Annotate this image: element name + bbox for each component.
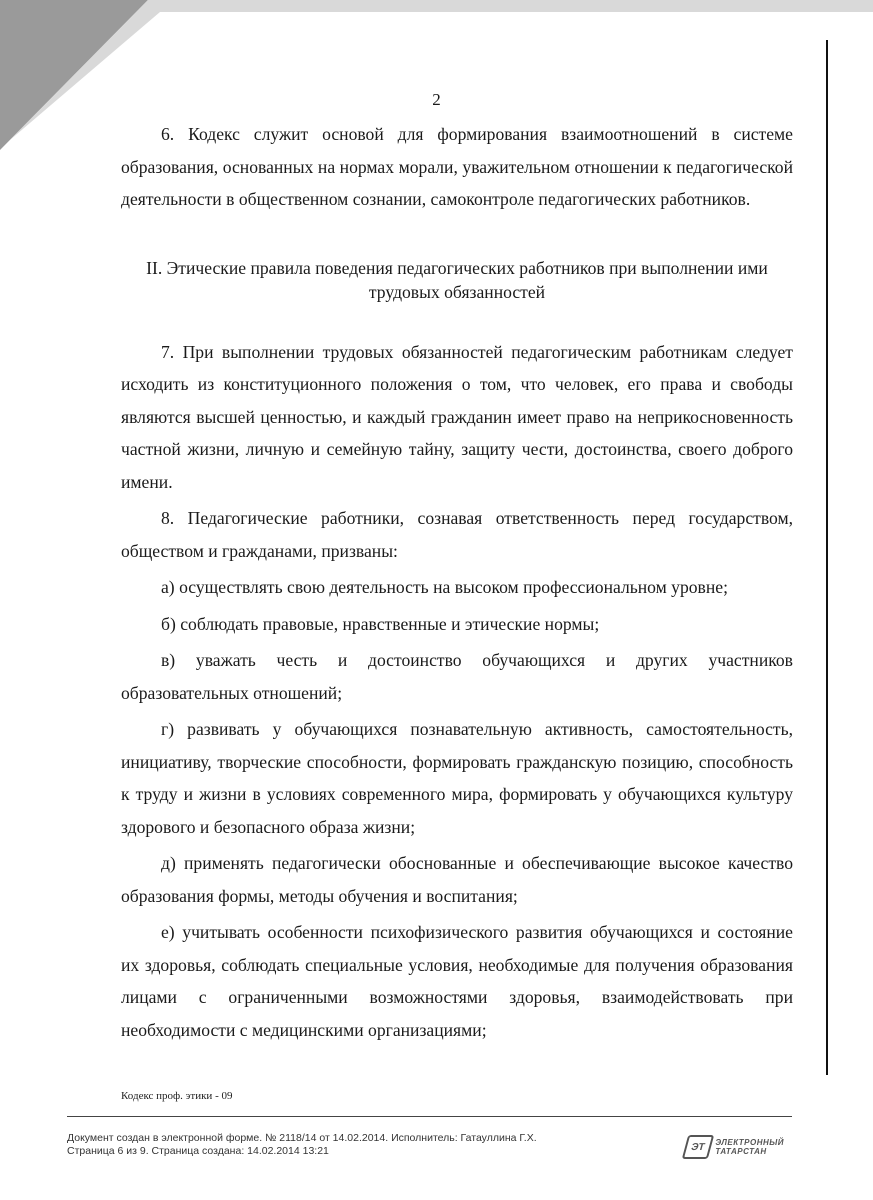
page-number: 2: [432, 90, 441, 109]
document-body: [121, 118, 793, 1046]
paragraph-8: 8. Педагогические работники, сознавая ответственность перед государством, обществом и гражданами, призваны:: [121, 508, 793, 561]
logo-line2: ТАТАРСТАН: [715, 1147, 767, 1156]
list-item-e: е) учитывать особенности психофизического развития обучающихся и состояние их здоровья, соблюдать специальные условия, необходимые для получения образования лицами с ограниченными возможностями здоровья, взаимодействовать при необходимости с медицинскими организациями;: [121, 922, 793, 1040]
electronic-tatarstan-logo: [685, 1135, 784, 1159]
section-title-line1: II. Этические правила поведения педагогических работников при выполнении ими: [146, 257, 768, 278]
list-item-g: г) развивать у обучающихся познавательную активность, самостоятельность, инициативу, творческие способности, формировать гражданскую позицию, способность к труду и жизни в условиях современного мира, формировать у обучающихся культуру здорового и безопасного образа жизни;: [121, 719, 793, 837]
section-title-line2: трудовых обязанностей: [368, 281, 546, 302]
list-item-v: в) уважать честь и достоинство обучающихся и других участников образовательных отношений;: [121, 650, 793, 703]
electronic-document-stamp: [67, 1116, 792, 1158]
e-doc-line-1: Документ создан в электронной форме. № 2118/14 от 14.02.2014. Исполнитель: Гатауллина Г.Х.: [67, 1132, 537, 1144]
section-title: [121, 256, 793, 304]
list-item-a: а) осуществлять свою деятельность на высоком профессиональном уровне;: [161, 577, 728, 597]
footer-code: Кодекс проф. этики - 09: [121, 1090, 233, 1102]
list-item-b: б) соблюдать правовые, нравственные и этические нормы;: [161, 613, 600, 634]
logo-icon: ЭТ: [682, 1135, 714, 1159]
paragraph-6: 6. Кодекс служит основой для формирования взаимоотношений в системе образования, основанных на нормах морали, уважительном отношении к педагогической деятельности в общественном сознании, самоконтроле педагогических работников.: [121, 124, 793, 209]
paragraph-7: 7. При выполнении трудовых обязанностей педагогическим работникам следует исходить из конституционного положения о том, что человек, его права и свободы являются высшей ценностью, и каждый гражданин имеет право на неприкосновенность частной жизни, личную и семейную тайну, защиту чести, достоинства, своего доброго имени.: [121, 341, 793, 492]
logo-line1: ЭЛЕКТРОННЫЙ: [715, 1138, 784, 1147]
list-item-d: д) применять педагогически обоснованные и обеспечивающие высокое качество образования формы, методы обучения и воспитания;: [121, 853, 793, 906]
e-doc-line-2: Страница 6 из 9. Страница создана: 14.02.2014 13:21: [67, 1145, 329, 1157]
